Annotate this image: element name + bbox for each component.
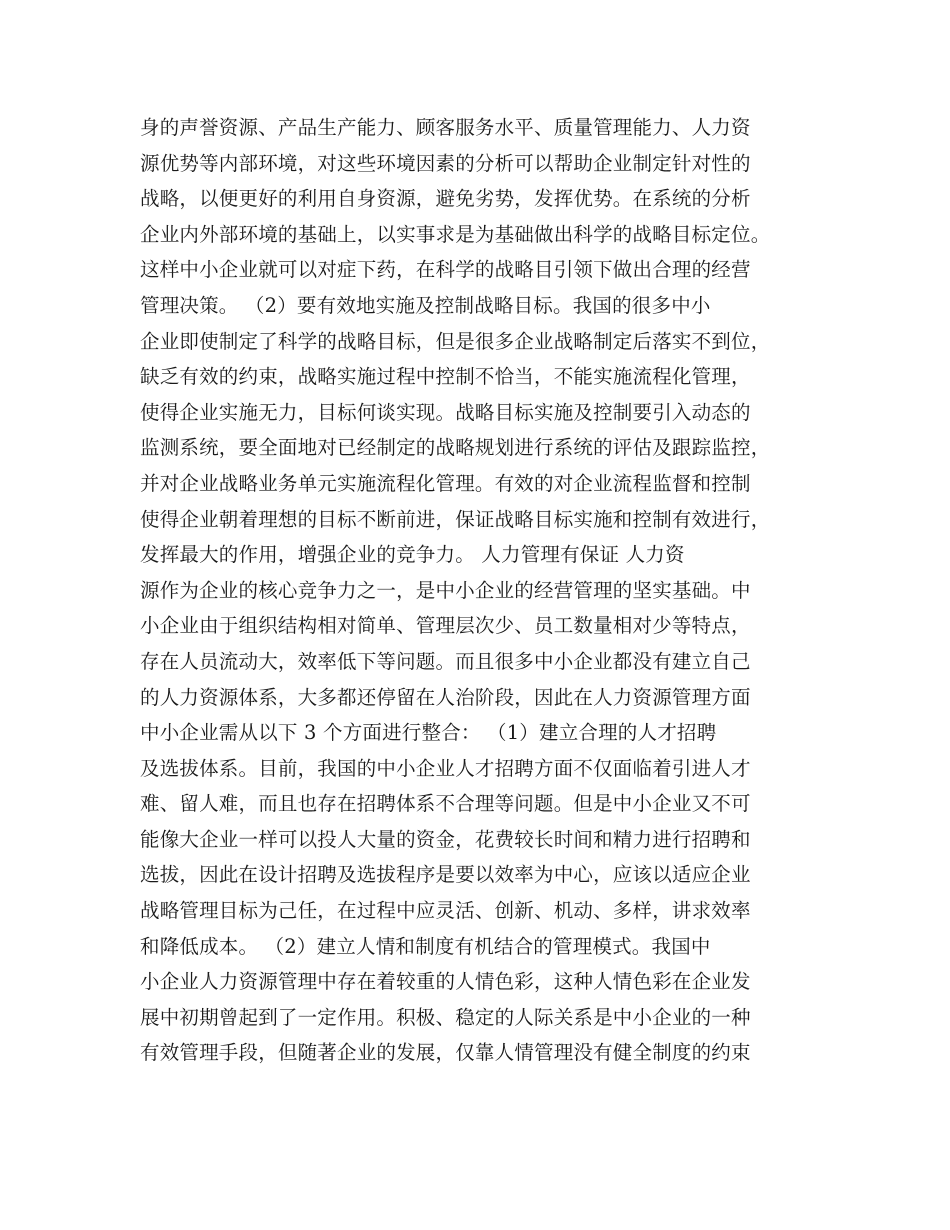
text-line: 选拔，因此在设计招聘及选拔程序是要以效率为中心，应该以适应企业	[140, 863, 751, 887]
text-line: 小企业人力资源管理中存在着较重的人情色彩，这种人情色彩在企业发	[140, 970, 751, 994]
text-line: 缺乏有效的约束，战略实施过程中控制不恰当，不能实施流程化管理，	[140, 365, 751, 389]
text-line: 展中初期曾起到了一定作用。积极、稳定的人际关系是中小企业的一种	[140, 1005, 751, 1029]
text-line: 及选拔体系。目前，我国的中小企业人才招聘方面不仅面临着引进人才	[140, 756, 751, 780]
text-line: 监测系统，要全面地对已经制定的战略规划进行系统的评估及跟踪监控，	[140, 436, 771, 460]
text-line: 难、留人难，而且也存在招聘体系不合理等问题。但是中小企业又不可	[140, 792, 751, 816]
text-line: 的人力资源体系，大多都还停留在人治阶段，因此在人力资源管理方面	[140, 685, 751, 709]
text-line: 发挥最大的作用，增强企业的竞争力。 人力管理有保证 人力资	[140, 543, 685, 567]
text-line: 并对企业战略业务单元实施流程化管理。有效的对企业流程监督和控制	[140, 471, 751, 495]
text-line: 源优势等内部环境，对这些环境因素的分析可以帮助企业制定针对性的	[140, 151, 751, 175]
text-line: 小企业由于组织结构相对简单、管理层次少、员工数量相对少等特点，	[140, 614, 751, 638]
text-line: 能像大企业一样可以投人大量的资金，花费较长时间和精力进行招聘和	[140, 827, 751, 851]
body-text	[140, 110, 830, 1071]
text-line: 管理决策。 （2）要有效地实施及控制战略目标。我国的很多中小	[140, 293, 711, 317]
text-line: 使得企业朝着理想的目标不断前进，保证战略目标实施和控制有效进行，	[140, 507, 771, 531]
text-line: 存在人员流动大，效率低下等问题。而且很多中小企业都没有建立自己	[140, 649, 751, 673]
text-line: 战略，以便更好的利用自身资源，避免劣势，发挥优势。在系统的分析	[140, 187, 751, 211]
text-line: 战略管理目标为己任，在过程中应灵活、创新、机动、多样，讲求效率	[140, 899, 751, 923]
text-line: 企业即使制定了科学的战略目标，但是很多企业战略制定后落实不到位，	[140, 329, 771, 353]
text-line: 这样中小企业就可以对症下药，在科学的战略目引领下做出合理的经营	[140, 258, 751, 282]
text-line: 源作为企业的核心竞争力之一，是中小企业的经营管理的坚实基础。中	[140, 578, 751, 602]
text-line: 使得企业实施无力，目标何谈实现。战略目标实施及控制要引入动态的	[140, 400, 751, 424]
text-line: 企业内外部环境的基础上，以实事求是为基础做出科学的战略目标定位。	[140, 222, 771, 246]
text-line: 中小企业需从以下 3 个方面进行整合： （1）建立合理的人才招聘	[140, 721, 717, 745]
text-line: 身的声誉资源、产品生产能力、顾客服务水平、质量管理能力、人力资	[140, 116, 751, 139]
text-line: 和降低成本。 （2）建立人情和制度有机结合的管理模式。我国中	[140, 934, 711, 958]
text-line: 有效管理手段，但随著企业的发展，仅靠人情管理没有健全制度的约束	[140, 1041, 751, 1065]
